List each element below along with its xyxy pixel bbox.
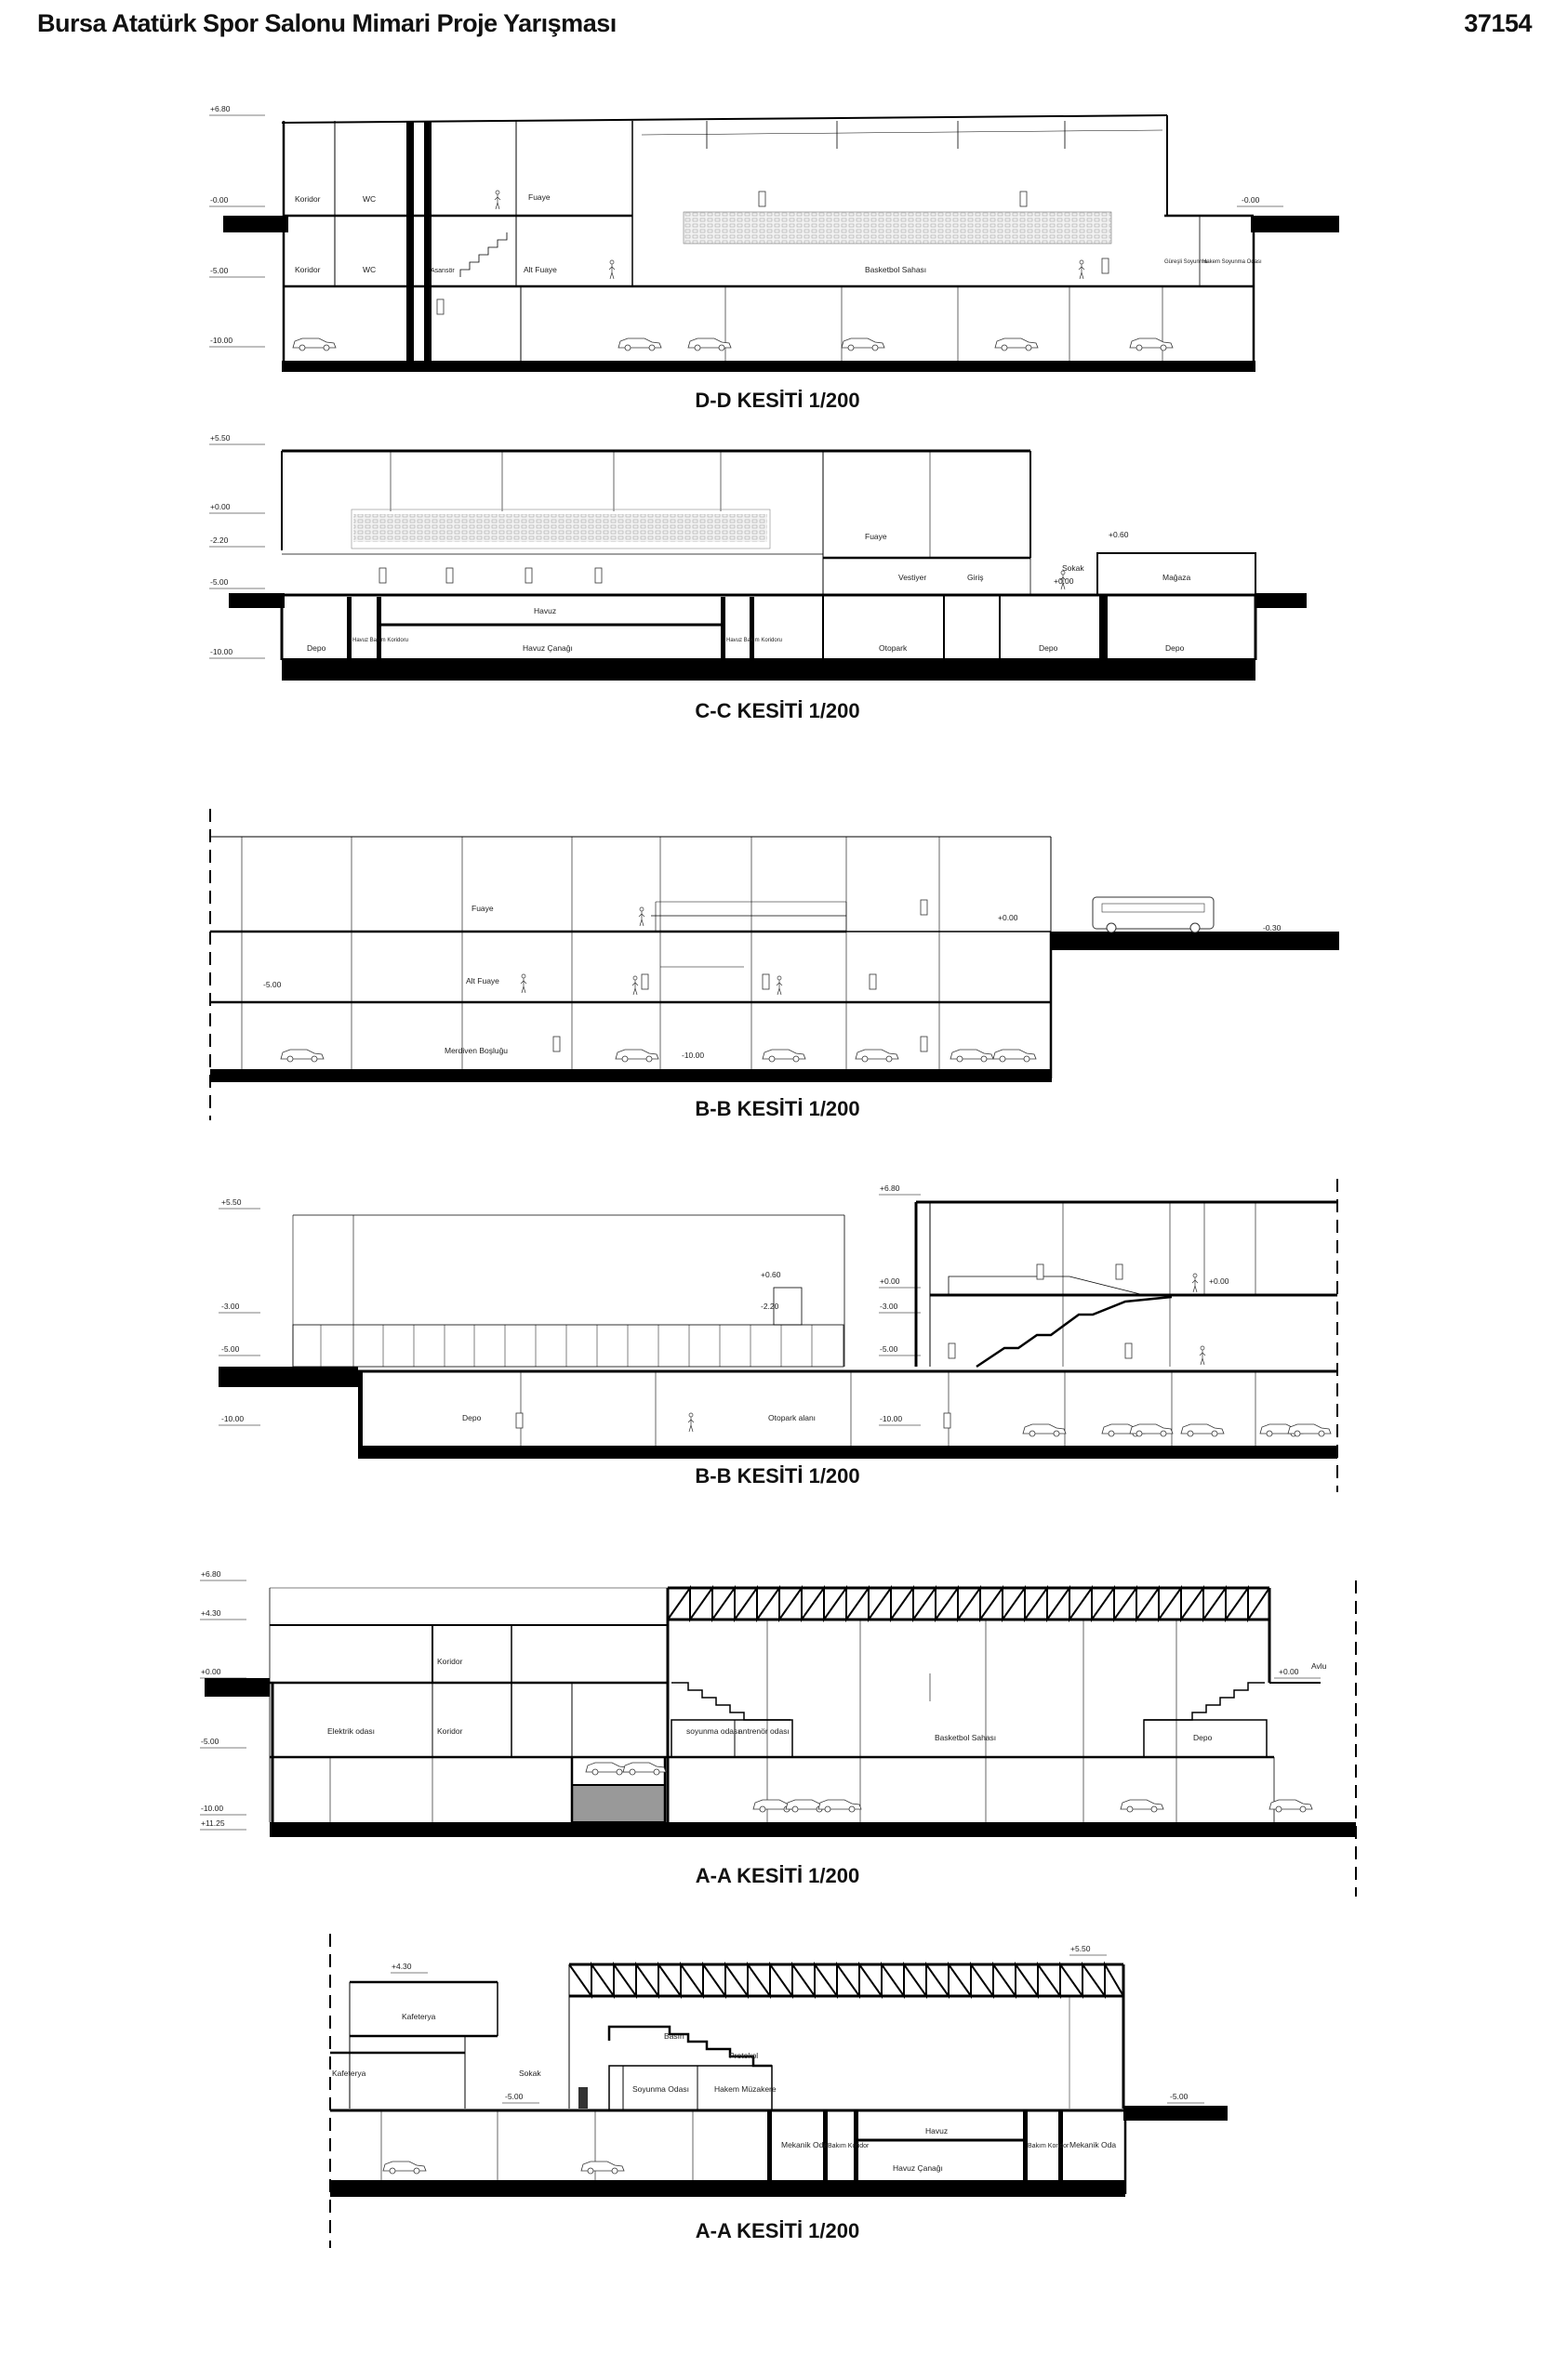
level-label: +0.00 (1209, 1276, 1229, 1286)
project-code: 37154 (1464, 9, 1532, 37)
level-label: +6.80 (880, 1183, 900, 1193)
level-label: +5.50 (210, 433, 231, 443)
room-label: Havuz Çanağı (523, 643, 573, 653)
room-label: Otopark (879, 643, 908, 653)
room-label: Basketbol Sahası (935, 1733, 997, 1742)
section-title: B-B KESİTİ 1/200 (695, 1097, 860, 1120)
level-label: +0.00 (210, 502, 231, 511)
room-label: Havuz Çanağı (893, 2163, 943, 2173)
room-label: Mağaza (1162, 573, 1191, 582)
level-label: -2.20 (210, 536, 229, 545)
level-label: -10.00 (210, 647, 233, 656)
room-label: Alt Fuaye (466, 976, 499, 985)
level-label: +0.60 (1109, 530, 1129, 539)
level-label: -3.00 (880, 1302, 898, 1311)
room-label: Havuz (925, 2126, 949, 2135)
room-label: Sokak (1062, 563, 1084, 573)
level-label: -0.30 (1263, 923, 1282, 932)
level-label: -2.20 (761, 1302, 779, 1311)
room-label: Koridor (437, 1726, 463, 1736)
level-label: -5.00 (880, 1344, 898, 1354)
room-label: Asansör (431, 268, 455, 274)
level-label: -10.00 (210, 336, 233, 345)
level-label: -5.00 (505, 2092, 524, 2101)
room-label: Koridor (295, 194, 321, 204)
room-label: Soyunma Odası (632, 2084, 689, 2094)
section-title: A-A KESİTİ 1/200 (695, 1864, 860, 1887)
room-label: Depo (1193, 1733, 1213, 1742)
section-aa-2 (330, 1934, 1228, 2248)
level-label: -3.00 (221, 1302, 240, 1311)
page-title: Bursa Atatürk Spor Salonu Mimari Proje Yarışması (37, 9, 617, 37)
room-label: Depo (1039, 643, 1058, 653)
level-label: +5.50 (1070, 1944, 1091, 1953)
room-label: Basketbol Sahası (865, 265, 927, 274)
bus (1093, 897, 1214, 932)
level-label: -0.00 (210, 195, 229, 205)
section-dd (209, 104, 1339, 412)
level-label: -10.00 (221, 1414, 245, 1423)
level-label: +0.00 (998, 913, 1018, 922)
section-cc (209, 433, 1307, 722)
section-title: D-D KESİTİ 1/200 (695, 389, 860, 412)
room-label: Avlu (1311, 1661, 1327, 1671)
room-label: Elektrik odası (327, 1726, 376, 1736)
level-label: -5.00 (1170, 2092, 1189, 2101)
room-label: WC (363, 194, 377, 204)
room-label: Giriş (967, 573, 984, 582)
room-label: Bakım Koridor (1028, 2143, 1069, 2149)
level-label: -5.00 (210, 266, 229, 275)
level-label: +0.00 (1054, 576, 1074, 586)
room-label: Fuaye (865, 532, 887, 541)
room-label: Depo (462, 1413, 482, 1422)
room-label: Güreşli Soyunma (1164, 259, 1208, 265)
room-label: Havuz (534, 606, 557, 615)
room-label: Hakem Soyunma Odası (1202, 259, 1262, 265)
level-label: -0.00 (1242, 195, 1260, 205)
level-label: +0.00 (201, 1667, 221, 1676)
level-label: +0.00 (1279, 1667, 1299, 1676)
room-label: Koridor (295, 265, 321, 274)
level-label: -5.00 (210, 577, 229, 587)
room-label: Depo (307, 643, 326, 653)
level-label: +6.80 (210, 104, 231, 113)
level-label: +6.80 (201, 1569, 221, 1579)
level-label: -10.00 (682, 1051, 705, 1060)
level-label: -5.00 (221, 1344, 240, 1354)
level-label: -10.00 (880, 1414, 903, 1423)
level-label: +11.25 (201, 1818, 225, 1828)
level-label: -10.00 (201, 1804, 224, 1813)
level-label: +5.50 (221, 1197, 242, 1207)
room-label: Fuaye (528, 192, 551, 202)
level-label: +0.00 (880, 1276, 900, 1286)
room-label: Kafeterya (332, 2069, 366, 2078)
room-label: Koridor (437, 1657, 463, 1666)
room-label: Mekanik Oda (781, 2140, 829, 2149)
section-bb-2 (219, 1179, 1337, 1492)
section-bb-1 (210, 809, 1339, 1120)
room-label: Merdiven Boşluğu (445, 1046, 509, 1055)
room-label: Havuz Bakım Koridoru (726, 638, 783, 643)
level-label: +4.30 (392, 1962, 412, 1971)
room-label: soyunma odası (686, 1726, 740, 1736)
section-title: A-A KESİTİ 1/200 (695, 2219, 860, 2242)
section-title: B-B KESİTİ 1/200 (695, 1464, 860, 1488)
room-label: Sokak (519, 2069, 541, 2078)
room-label: Otopark alanı (768, 1413, 817, 1422)
section-title: C-C KESİTİ 1/200 (695, 699, 860, 722)
room-label: WC (363, 265, 377, 274)
room-label: Protokol (729, 2051, 759, 2060)
level-label: -5.00 (263, 980, 282, 989)
room-label: antrenör odası (738, 1726, 790, 1736)
section-aa-1 (200, 1569, 1356, 1897)
level-label: +0.60 (761, 1270, 781, 1279)
room-label: Kafeterya (402, 2012, 436, 2021)
room-label: Mekanik Oda (1069, 2140, 1117, 2149)
room-label: Bakım Koridor (828, 2143, 870, 2149)
room-label: Havuz Bakım Koridoru (352, 638, 409, 643)
room-label: Hakem Müzakere (714, 2084, 777, 2094)
room-label: Depo (1165, 643, 1185, 653)
room-label: Alt Fuaye (524, 265, 557, 274)
room-label: Vestiyer (898, 573, 927, 582)
level-label: -5.00 (201, 1737, 219, 1746)
room-label: Fuaye (472, 904, 494, 913)
level-label: +4.30 (201, 1608, 221, 1618)
room-label: Basın (664, 2031, 684, 2041)
